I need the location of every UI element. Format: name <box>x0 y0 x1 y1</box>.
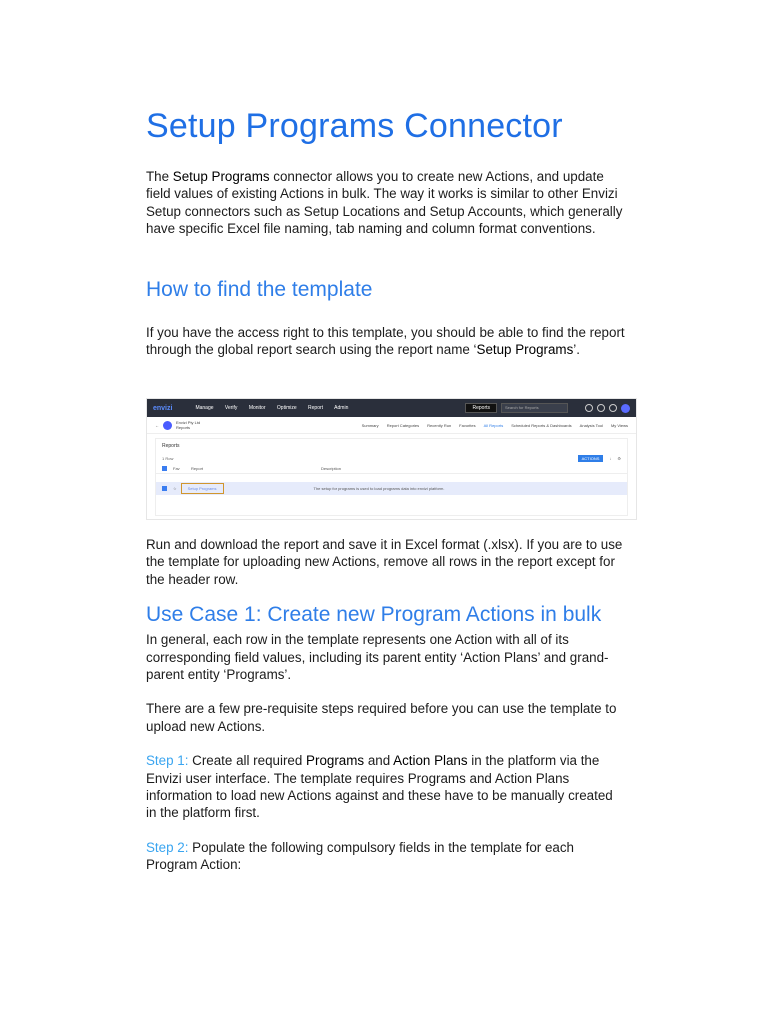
col-fav: Fav <box>173 465 180 471</box>
breadcrumb-reports: Reports <box>176 425 191 430</box>
usecase-heading: Use Case 1: Create new Program Actions in bulk <box>146 603 602 627</box>
help-icon <box>585 404 593 412</box>
panel-toolbar <box>156 453 627 463</box>
search-scope-select: Reports <box>465 403 497 413</box>
tab-summary: Summary <box>361 422 379 428</box>
screenshot-search <box>465 403 568 413</box>
document-body <box>146 100 626 358</box>
panel-title: Reports <box>162 443 180 449</box>
find-text-c: ’. <box>573 342 580 358</box>
step-1-action-plans: Action Plans <box>393 753 468 769</box>
screenshot-top-icons <box>585 404 630 413</box>
notification-icon <box>609 404 617 412</box>
nav-manage: Manage <box>195 405 214 411</box>
intro-text-a: The <box>146 169 173 184</box>
row-count: 1 Row <box>162 455 174 461</box>
screenshot-topbar <box>147 399 636 417</box>
actions-button: ACTIONS <box>578 455 604 462</box>
avatar <box>621 404 630 413</box>
back-arrow-icon: ← <box>155 422 159 428</box>
tab-favorites: Favorites <box>459 422 476 428</box>
clock-icon <box>597 404 605 412</box>
step-1-paragraph <box>146 752 626 822</box>
step-1-text-a: Create all required <box>188 753 307 769</box>
document-body-lower <box>146 536 626 874</box>
step-1-programs: Programs <box>306 753 365 769</box>
download-icon: ↓ <box>609 455 612 461</box>
nav-optimize: Optimize <box>276 405 297 411</box>
report-search-screenshot <box>146 398 637 520</box>
col-report: Report <box>191 465 204 471</box>
screenshot-subnav <box>147 417 636 434</box>
tab-recently-run: Recently Run <box>427 422 452 428</box>
breadcrumb-org: Envizi Pty Ltd <box>176 420 201 425</box>
page-title: Setup Programs Connector <box>146 107 563 145</box>
row-report-name: Setup Programs <box>181 483 224 494</box>
find-template-paragraph <box>146 324 626 359</box>
step-1-label: Step 1: <box>146 753 189 769</box>
row-checkbox <box>162 486 167 491</box>
org-avatar <box>163 421 172 430</box>
find-text-a: If you have the access right to this template, you should be able to find the report through the global report search using the report name ‘ <box>146 324 625 358</box>
nav-verify: Verify <box>224 405 238 411</box>
download-paragraph: Run and download the report and save it in Excel format (.xlsx). If you are to use the template for uploading new Actions, remove all rows in the report except for the header row. <box>146 537 623 587</box>
tab-analysis-tool: Analysis Tool <box>579 422 603 428</box>
step-2-text: Populate the following compulsory fields in the template for each Program Action: <box>146 839 575 873</box>
find-report-name: Setup Programs <box>476 342 574 358</box>
row-description: The setup for programs is used to load programs data into envizi platform. <box>313 486 445 491</box>
search-input: Search for Reports <box>501 403 568 413</box>
star-icon: ☆ <box>173 486 177 491</box>
col-description: Description <box>321 465 342 471</box>
intro-setup-programs: Setup Programs <box>172 169 270 184</box>
usecase-paragraph-1: In general, each row in the template represents one Action with all of its corresponding field values, including its parent entity ‘Action Plans’ and grand-parent entity ‘Programs’. <box>146 632 609 683</box>
step-2-label: Step 2: <box>146 839 189 855</box>
tab-all-reports: All Reports <box>483 422 504 428</box>
usecase-paragraph-2: There are a few pre-requisite steps required before you can use the template to upload new Actions. <box>146 701 617 734</box>
intro-paragraph <box>146 168 626 238</box>
nav-report: Report <box>308 405 324 411</box>
select-all-checkbox <box>162 466 167 471</box>
table-header <box>156 463 627 474</box>
reports-panel <box>155 438 628 516</box>
step-1-text-e: in the platform via the Envizi user interface. The template requires Programs and Action Plans information to load new Actions against and these have to be manually created in the platform first. <box>146 753 613 821</box>
envizi-logo: envizi <box>153 404 173 412</box>
intro-text-c: connector allows you to create new Actions, and update field values of existing Actions in bulk. The way it works is similar to other Envizi Setup connectors such as Setup Locations and Setup Accounts, which generally have specific Excel file naming, tab naming and column format conventions. <box>146 169 623 237</box>
nav-monitor: Monitor <box>248 405 266 411</box>
report-tabs <box>362 423 628 428</box>
nav-admin: Admin <box>334 405 349 411</box>
step-1-text-c: and <box>364 753 394 769</box>
settings-icon: ⚙ <box>617 455 621 461</box>
step-2-paragraph <box>146 839 626 874</box>
breadcrumb <box>155 420 200 430</box>
tab-scheduled: Scheduled Reports & Dashboards <box>511 422 572 428</box>
tab-report-categories: Report Categories <box>386 422 420 428</box>
table-row <box>156 482 627 495</box>
find-template-heading: How to find the template <box>146 277 373 301</box>
screenshot-nav <box>195 405 358 411</box>
tab-my-views: My Views <box>610 422 628 428</box>
